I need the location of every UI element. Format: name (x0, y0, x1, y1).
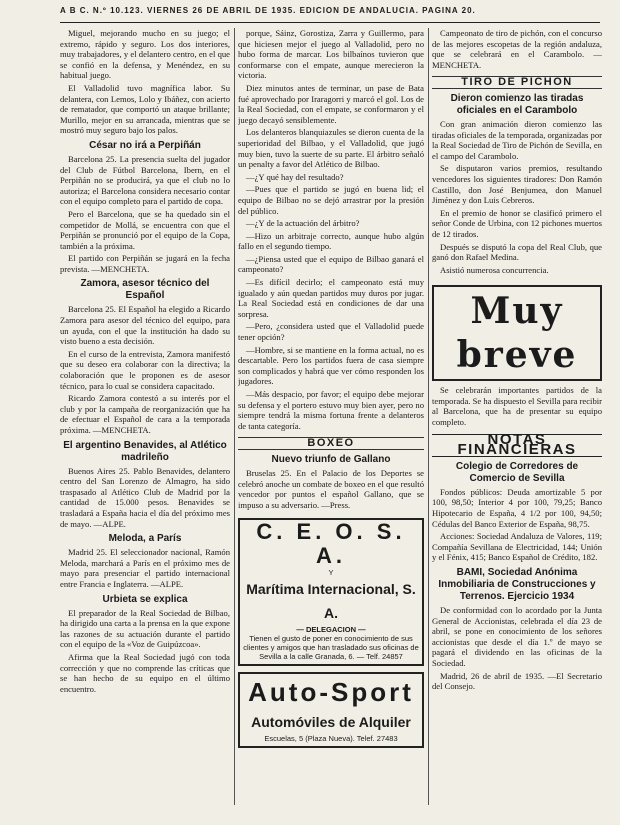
article-paragraph: Miguel, mejorando mucho en su juego; el extremo, rápido y seguro. Los dos interiores, muy trabajadores, y el delantero centro, en el que se confió en la defensa, y Menéndez, en su habitual juego. (60, 28, 230, 81)
article-paragraph: Fondos públicos: Deuda amortizable 5 por 100, 98,50; Interior 4 por 100, 79,25; Banco Hipotecario de España, 4 1/2 por 100, 94,50; Cédulas del Banco Exterior de España, 98,75. (432, 486, 602, 529)
autosport-subtitle: Automóviles de Alquiler (251, 714, 411, 731)
autosport-title: Auto-Sport (248, 677, 414, 708)
column-left (60, 28, 230, 805)
article-paragraph: Afirma que la Real Sociedad jugó con toda corrección y que no comprende las críticas que se han hecho de su equipo en el último encuentro. (60, 651, 230, 694)
ceosa-conj: Y (328, 568, 334, 578)
article-paragraph: Se disputaron varios premios, resultando vencedores los siguientes tiradores: Don Ramón Castillo, don José Benjumea, don Manuel Jiménez y don Luis Cebreros. (432, 163, 602, 206)
article-headline: Nuevo triunfo de Gallano (271, 453, 391, 465)
muy-breve-advertisement: Muy breve (432, 285, 602, 381)
ceosa-line2: Marítima Internacional, S. A. (246, 581, 416, 622)
article-paragraph: Con gran animación dieron comienzo las tiradas oficiales de la temporada, organizadas por la Real Sociedad de Tiro de Pichón de Sevilla, en el campo del Carambolo. (432, 118, 602, 161)
article-paragraph: Madrid 25. El seleccionador nacional, Ramón Meloda, marchará a París en el próximo mes de mayo para presenciar el partido internacional entre Francia e Inglaterra. —ALPE. (60, 547, 230, 589)
article-headline: Meloda, a París (108, 533, 182, 545)
article-paragraph: Acciones: Sociedad Andaluza de Valores, 119; Compañía Sevillana de Electricidad, 144; Unión y el Fénix, 415; Banco Español de Crédito, 182. (432, 531, 602, 563)
ceosa-delegacion: — DELEGACION — (296, 625, 366, 635)
article-paragraph: En el curso de la entrevista, Zamora manifestó que su deseo era colaborar con la directiva; la colaboración que le proponen es de asesor técnico, para lo cual se considera capacitado. (60, 348, 230, 391)
article-paragraph: —¿Piensa usted que el equipo de Bilbao ganará el campeonato? (238, 253, 424, 275)
article-paragraph: porque, Sáinz, Gorostiza, Zarra y Guillermo, para que hiciesen mejor el juego al Valladolid, pero no hubo forma de marcar. Los bilbaínos tuvieron que conformarse con el empate, aunque merecieron la victoria. (238, 28, 424, 81)
article-paragraph: Los delanteros blanquiazules se dieron cuenta de la superioridad del Bilbao, y el Valladolid, que jugó muy bien, tuvo la suerte de su parte. El árbitro señaló un penalty a favor del Atlético de Bilbao. (238, 127, 424, 170)
ceosa-text: Tienen el gusto de poner en conocimiento de sus clientes y amigos que han trasladado sus oficinas de Sevilla a la calle Granada, 6. — Telf. 24857 (243, 634, 419, 662)
page-header: A B C. N.º 10.123. VIERNES 26 DE ABRIL DE 1935. EDICION DE ANDALUCIA. PAGINA 20. (60, 6, 476, 15)
article-paragraph: Campeonato de tiro de pichón, con el concurso de las mejores escopetas de la región andaluza, que se celebrará en el Carambolo. —MENCHETA. (432, 28, 602, 70)
article-paragraph: —Pues que el partido se jugó en buena lid; el equipo de Bilbao no se dejó arrastrar por la presión del público. (238, 184, 424, 216)
article-paragraph: —Más despacio, por favor; el equipo debe mejorar su defensa y el portero estuvo muy bien ayer, pero no siempre tendrá la misma fortuna frente a delanteros de tanta categoría. (238, 389, 424, 431)
article-paragraph: El preparador de la Real Sociedad de Bilbao, ha dirigido una carta a la prensa en la que expone las razones de su actuación durante el partido con el equipo de la «Voz de Guipúzcoa». (60, 607, 230, 650)
article-paragraph: —Hizo un arbitraje correcto, aunque hubo algún fallo en el segundo tiempo. (238, 230, 424, 252)
article-paragraph: Pero el Barcelona, que se ha quedado sin el competidor de Mollá, se encuentra con que el Perpiñán se pronunció por el equipo de la Copa, también a la próxima. (60, 208, 230, 251)
article-paragraph: —¿Y de la actuación del árbitro? (246, 218, 360, 229)
article-paragraph: Se celebrarán importantes partidos de la temporada. Se ha dispuesto el Sevilla para recibir al Barcelona, que ha de presentar su equipo completo. (432, 385, 602, 428)
article-headline: Dieron comienzo las tiradas oficiales en el Carambolo (450, 92, 584, 116)
section-heading: TIRO DE PICHON (432, 76, 602, 89)
article-headline: Colegio de Corredores de Comercio de Sevilla (455, 460, 579, 484)
article-paragraph: El partido con Perpiñán se jugará en la fecha prevista. —MENCHETA. (60, 253, 230, 274)
middle-articles (238, 28, 424, 510)
financial-notes-heading: NOTAS FINANCIERAS (432, 434, 602, 457)
article-paragraph: Madrid, 26 de abril de 1935. —El Secretario del Consejo. (432, 670, 602, 692)
article-headline: César no irá a Perpiñán (89, 139, 201, 151)
article-paragraph: Buenos Aires 25. Pablo Benavides, delantero centro del San Lorenzo de Almagro, ha sido traspasado al Atlético Club de Madrid por la cantidad de 15.000 pesos. Benavides se trasladará a España hacia el día del próximo mes de mayo. —ALPE. (60, 465, 230, 529)
article-paragraph: De conformidad con lo acordado por la Junta General de Accionistas, celebrada el día 23 de abril, se pone en conocimiento de los señores accionistas que desde el día 1.º de mayo se pagará el dividendo en las oficinas de la Sociedad. (432, 605, 602, 668)
article-paragraph: Bruselas 25. En el Palacio de los Deportes se celebró anoche un combate de boxeo en el que resultó vencedor por puntos el español Gallano, que se impuso a su adversario. —Press. (238, 467, 424, 510)
article-paragraph: —Hombre, si se mantiene en la forma actual, no es descartable. Pero los partidos fuera de casa siempre son complicados y habrá que ver cómo responden los jugadores. (238, 344, 424, 387)
article-headline: El argentino Benavides, al Atlético madrileño (63, 439, 227, 463)
article-paragraph: En el premio de honor se clasificó primero el señor Conde de Urbina, con 12 pichones muertos de 12 tirados. (432, 207, 602, 239)
section-heading: BOXEO (238, 437, 424, 450)
article-paragraph: —¿Y qué hay del resultado? (246, 171, 344, 182)
article-headline: Zamora, asesor técnico del Español (80, 278, 210, 302)
article-paragraph: Ricardo Zamora contestó a su interés por el club y por la campaña de reorganización que ha de efectuar el Español de cara a la temporada próxima. —MENCHETA. (60, 393, 230, 435)
autosport-advertisement (238, 672, 424, 748)
ceosa-advertisement (238, 518, 424, 666)
article-headline: BAMI, Sociedad Anónima Inmobiliaria de Construcciones y Terrenos. Ejercicio 1934 (438, 567, 596, 602)
article-paragraph: Barcelona 25. El Español ha elegido a Ricardo Zamora para asesor del técnico del equipo, para un ayuda, con el que la institución ha dado su visto bueno a esta decisión. (60, 304, 230, 347)
article-headline: Urbieta se explica (102, 593, 188, 605)
article-paragraph: Asistió numerosa concurrencia. (440, 264, 549, 275)
column-divider (234, 28, 235, 805)
autosport-address: Escuelas, 5 (Plaza Nueva). Telef. 27483 (264, 734, 398, 744)
article-paragraph: Después se disputó la copa del Real Club, que ganó don Rafael Medina. (432, 241, 602, 263)
column-middle (238, 28, 424, 805)
article-paragraph: —Es difícil decirlo; el campeonato está muy igualado y aún quedan partidos muy duros por jugar. La Real Sociedad está en condiciones de dar una sorpresa. (238, 277, 424, 319)
column-right (432, 28, 602, 805)
ceosa-title: C. E. O. S. A. (256, 519, 406, 569)
column-divider (428, 28, 429, 805)
article-paragraph: El Valladolid tuvo magnífica labor. Su delantera, con Lemos, Lolo y Ibáñez, con acierto de rematador, que comportó un ataque brillante; Murillo, mejor en su arrancada, mientras que se mostró muy seguro bajo los palos. (60, 82, 230, 136)
header-rule (60, 22, 600, 23)
article-paragraph: Barcelona 25. La presencia suelta del jugador del Club de Fútbol Barcelona, Ibern, en el Perpiñán no se producirá, ya que el club no lo autoriza; el Barcelona considera necesario contar con el equipo completo para el partido de copa. (60, 153, 230, 207)
article-paragraph: —Pero, ¿considera usted que el Valladolid puede tener opción? (238, 321, 424, 343)
article-paragraph: Diez minutos antes de terminar, un pase de Bata fué aprovechado por Iraragorri y marcó el gol. Los de la Real Sociedad, con el empate, se conformaron y el juego decayó sensiblemente. (238, 82, 424, 125)
